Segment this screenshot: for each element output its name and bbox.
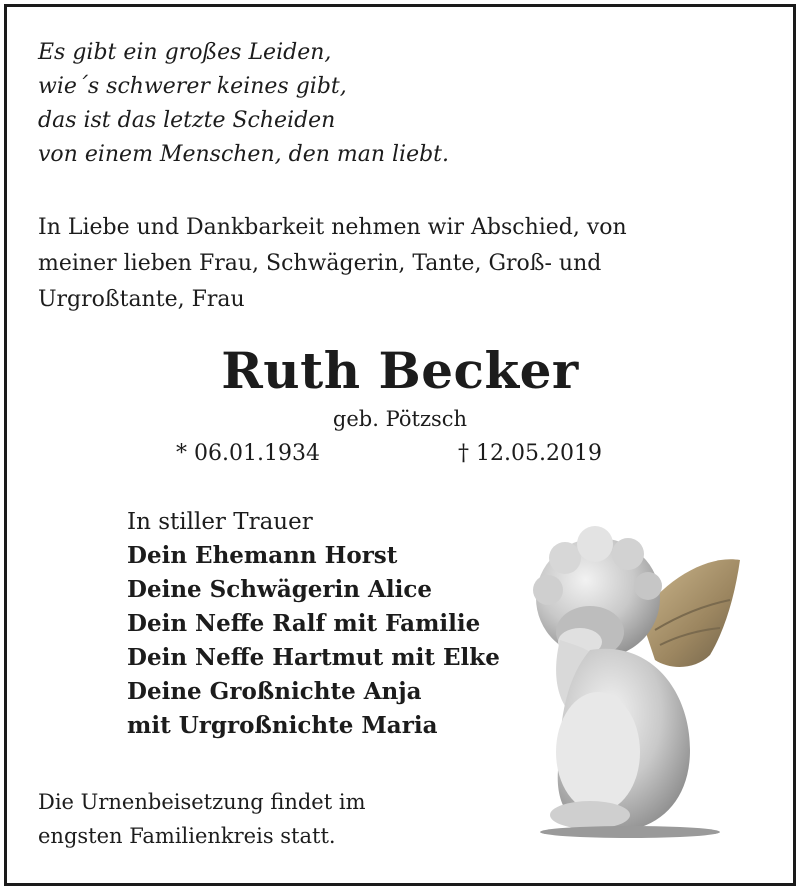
mourner-name: mit Urgroßnichte Maria bbox=[127, 712, 438, 739]
mourner-name: Deine Schwägerin Alice bbox=[127, 576, 432, 603]
poem-line: das ist das letzte Scheiden bbox=[38, 108, 336, 133]
intro-line: In Liebe und Dankbarkeit nehmen wir Abschied, von bbox=[38, 215, 627, 240]
poem-line: von einem Menschen, den man liebt. bbox=[38, 142, 450, 167]
mourner-name: Deine Großnichte Anja bbox=[127, 678, 422, 705]
intro-line: Urgroßtante, Frau bbox=[38, 287, 245, 312]
intro-text bbox=[38, 210, 678, 318]
intro-line: meiner lieben Frau, Schwägerin, Tante, Groß- und bbox=[38, 251, 602, 276]
mourner-name: Dein Ehemann Horst bbox=[127, 542, 398, 569]
birth-date: * 06.01.1934 bbox=[176, 441, 320, 466]
mourner-name: Dein Neffe Ralf mit Familie bbox=[127, 610, 481, 637]
closing-line: engsten Familienkreis statt. bbox=[38, 824, 336, 848]
mourner-name: Dein Neffe Hartmut mit Elke bbox=[127, 644, 500, 671]
closing-note bbox=[38, 785, 365, 853]
poem-line: Es gibt ein großes Leiden, bbox=[38, 40, 332, 65]
deceased-name: Ruth Becker bbox=[221, 341, 579, 400]
mourning-angel-statue-icon bbox=[520, 520, 742, 838]
death-date: † 12.05.2019 bbox=[458, 441, 602, 466]
maiden-name: geb. Pötzsch bbox=[332, 407, 468, 431]
poem-line: wie´s schwerer keines gibt, bbox=[38, 74, 347, 99]
poem bbox=[38, 36, 449, 172]
mourners-heading: In stiller Trauer bbox=[127, 509, 313, 535]
mourners-block bbox=[127, 505, 500, 743]
closing-line: Die Urnenbeisetzung findet im bbox=[38, 790, 366, 814]
